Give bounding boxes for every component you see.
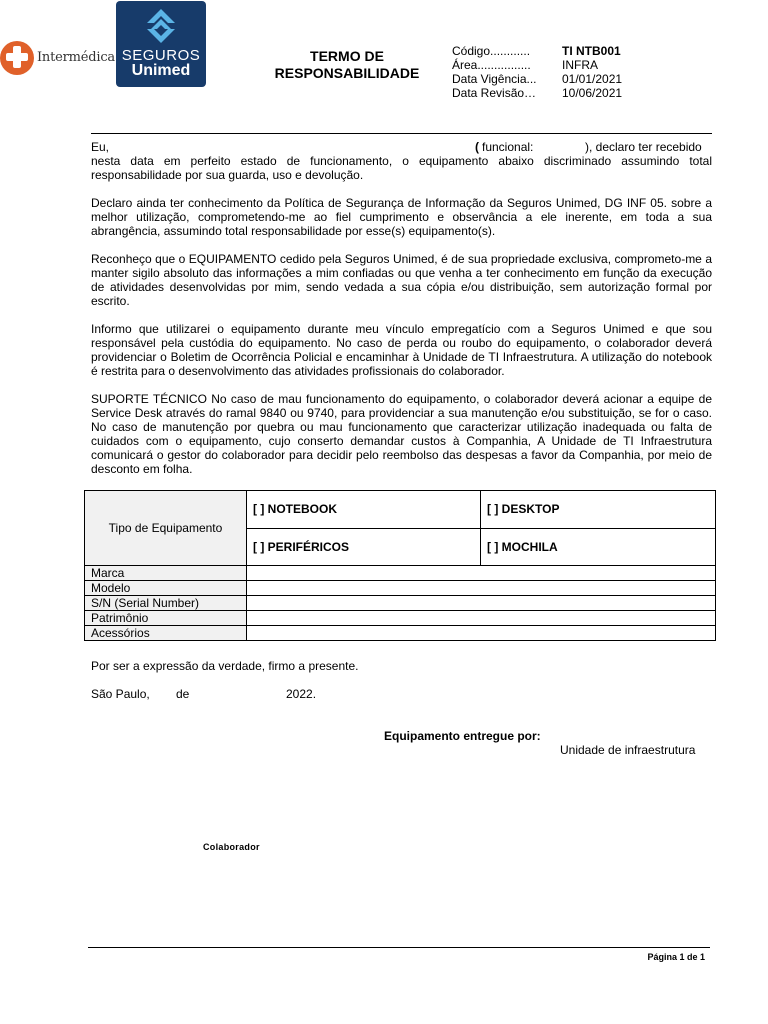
intermedica-logo: [0, 40, 115, 76]
row-label-marca: Marca: [85, 566, 247, 581]
funcional-label: funcional:: [482, 140, 534, 154]
paragraph-1: nesta data em perfeito estado de funcionamento, o equipamento abaixo discriminado assumindo total responsabilidade por sua guarda, uso e devolução.: [91, 154, 712, 182]
table-row: [85, 581, 716, 596]
option-perifericos[interactable]: [ ] PERIFÉRICOS: [247, 528, 481, 566]
header-divider: [91, 133, 712, 134]
delivered-by-label: Equipamento entregue por:: [384, 729, 541, 743]
field-acessorios[interactable]: [247, 626, 716, 641]
page-number: Página 1 de 1: [647, 952, 705, 962]
closing-statement: Por ser a expressão da verdade, firmo a presente.: [91, 659, 359, 673]
intermedica-logo-text: Intermédica: [37, 50, 115, 65]
table-row: [85, 566, 716, 581]
option-notebook[interactable]: [ ] NOTEBOOK: [247, 491, 481, 529]
seguros-unimed-logo: [116, 1, 206, 87]
paragraph-4: Informo que utilizarei o equipamento durante meu vínculo empregatício com a Seguros Unimed e que sou responsável pela custódia do equipamento. No caso de perda ou roubo do equipamento, o colaborador deverá providenciar o Boletim de Ocorrência Policial e encaminhar à Unidade de TI Infraestrutura. A utilização do notebook é restrita para o desenvolvimento das atividades profissionais do colaborador.: [91, 322, 712, 378]
paragraph-3: Reconheço que o EQUIPAMENTO cedido pela Seguros Unimed, é de sua propriedade exclusiva, comprometo-me a manter sigilo absoluto das informações a mim confiadas ou que venha a ter conhecimento em função da execução de atividades desenvolvidas por mim, sendo vedada a sua cópia e/ou distribuição, sem autorização formal por escrito.: [91, 252, 712, 308]
equipment-table: [84, 490, 716, 641]
meta-row-area: Área................ INFRA: [452, 58, 598, 72]
meta-row-revisao: Data Revisão… 10/06/2021: [452, 86, 623, 100]
equipment-type-label: Tipo de Equipamento: [85, 491, 247, 566]
meta-row-vigencia: Data Vigência... 01/01/2021: [452, 72, 623, 86]
row-label-serial: S/N (Serial Number): [85, 596, 247, 611]
unimed-arrows-icon: [135, 9, 187, 43]
field-patrimonio[interactable]: [247, 611, 716, 626]
declaration-first-line: Eu, ( funcional: ), declaro ter recebido: [91, 140, 702, 154]
paragraph-2: Declaro ainda ter conhecimento da Política de Segurança de Informação da Seguros Unimed, DG INF 05. sobre a melhor utilização, comprometendo-me ao fiel cumprimento e observância a ele inerente, em toda a sua abrangência, assumindo total responsabilidade por esse(s) equipamento(s).: [91, 196, 712, 238]
option-desktop[interactable]: [ ] DESKTOP: [481, 491, 716, 529]
document-title: TERMO DE RESPONSABILIDADE: [274, 48, 420, 81]
logo-seguros-text: SEGUROS: [121, 47, 201, 64]
eu-text: Eu,: [91, 140, 110, 154]
document-metadata: [452, 44, 682, 100]
delivered-by-value: Unidade de infraestrutura: [560, 743, 696, 757]
field-marca[interactable]: [247, 566, 716, 581]
logo-unimed-text: Unimed: [131, 62, 191, 79]
row-label-modelo: Modelo: [85, 581, 247, 596]
city-text: São Paulo,: [91, 687, 150, 701]
paragraph-5-suporte-tecnico: SUPORTE TÉCNICO No caso de mau funcionamento do equipamento, o colaborador deverá acionar a equipe de Service Desk através do ramal 9840 ou 9740, para providenciar a sua manutenção e/ou substituição, se for o caso. No caso de manutenção por quebra ou mau funcionamento que caracterizar utilização inadequada ou falta de cuidados com o equipamento, cujo conserto demandar custos à Companhia, A Unidade de TI Infraestrutura comunicará o gestor do colaborador para decidir pelo reembolso das despesas a favor da Companhia, por meio de desconto em folha.: [91, 392, 712, 476]
row-label-patrimonio: Patrimônio: [85, 611, 247, 626]
field-serial[interactable]: [247, 596, 716, 611]
footer-divider: [88, 947, 710, 948]
table-row: [85, 596, 716, 611]
row-label-acessorios: Acessórios: [85, 626, 247, 641]
date-de-text: de: [176, 687, 190, 701]
collaborator-signature-label: Colaborador: [203, 842, 260, 852]
table-row: [85, 626, 716, 641]
field-modelo[interactable]: [247, 581, 716, 596]
meta-row-codigo: Código............ TI NTB001: [452, 44, 621, 58]
year-text: 2022.: [286, 687, 317, 701]
option-mochila[interactable]: [ ] MOCHILA: [481, 528, 716, 566]
table-row: [85, 611, 716, 626]
